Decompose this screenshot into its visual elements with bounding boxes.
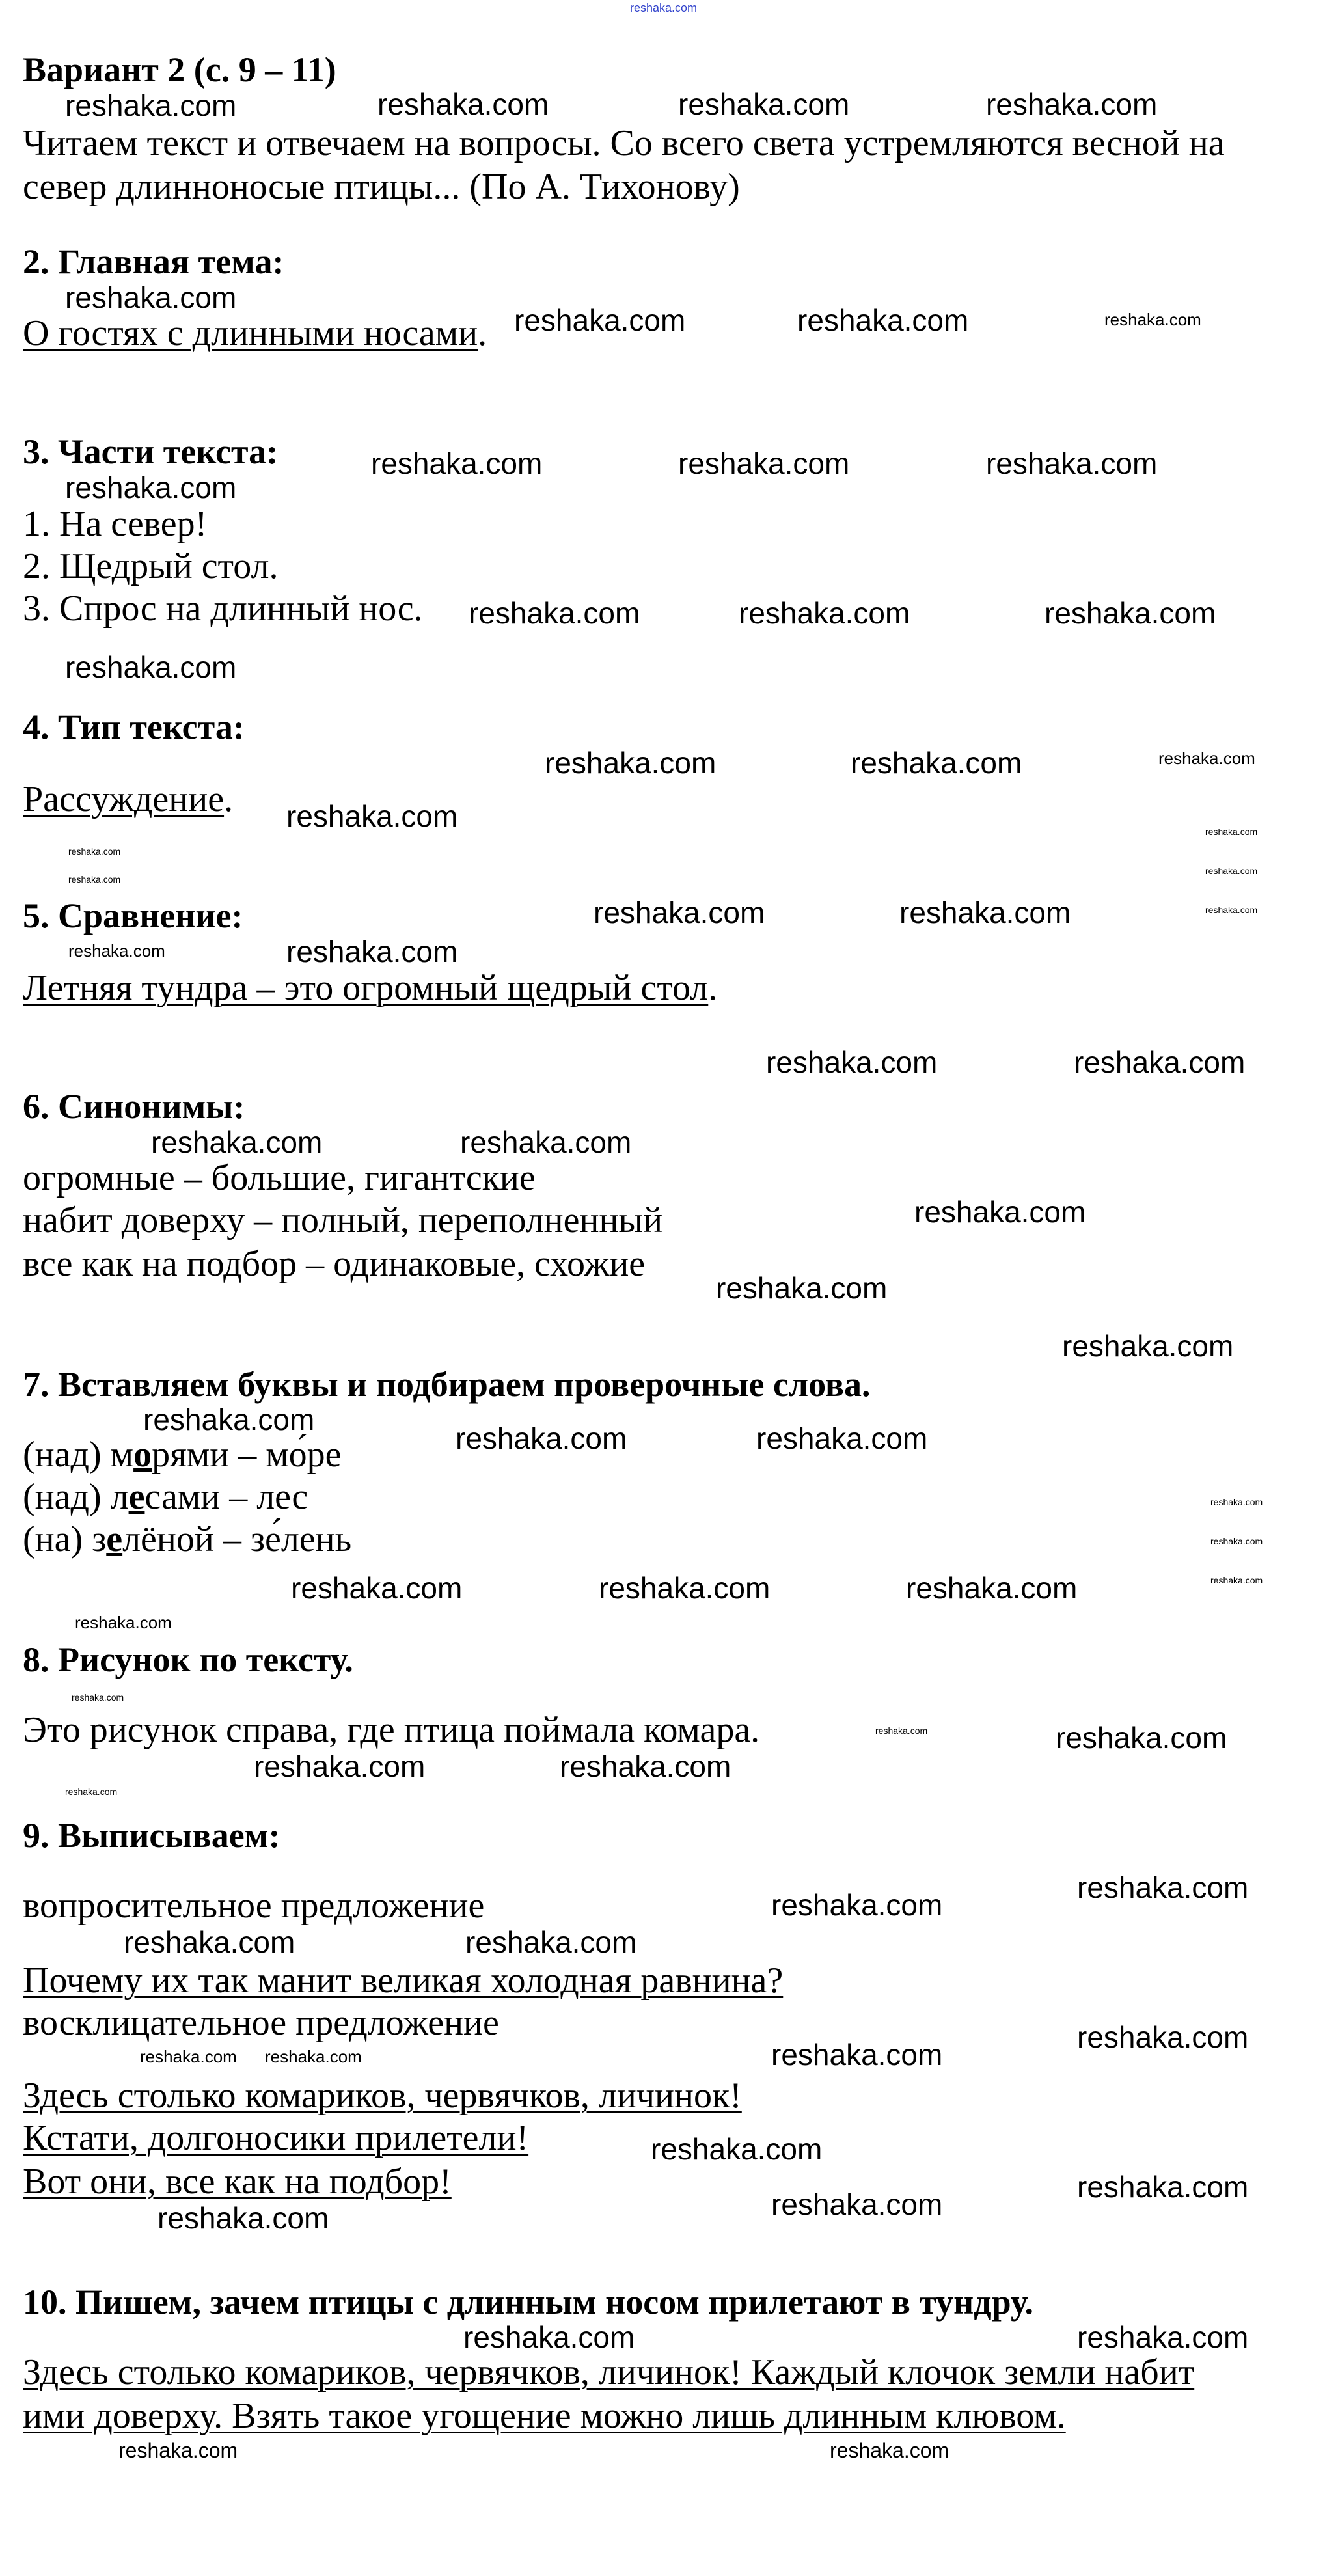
watermark: reshaka.com	[1056, 1721, 1227, 1755]
answer	[23, 1960, 783, 2001]
watermark: reshaka.com	[460, 1125, 632, 1159]
word-part: сами – лес	[144, 1477, 308, 1517]
inserted-letter: е	[128, 1477, 145, 1517]
watermark: reshaka.com	[1210, 1536, 1263, 1546]
punct: .	[224, 779, 234, 819]
watermark: reshaka.com	[560, 1749, 731, 1783]
answer-text: Почему их так манит великая холодная равнина?	[23, 1960, 784, 2001]
watermark: reshaka.com	[875, 1725, 928, 1736]
watermark: reshaka.com	[678, 446, 850, 480]
page-title: Вариант 2 (с. 9 – 11)	[23, 50, 336, 89]
watermark: reshaka.com	[1062, 1329, 1234, 1363]
watermark: reshaka.com	[1077, 2170, 1249, 2204]
watermark: reshaka.com	[1205, 827, 1258, 837]
watermark: reshaka.com	[1074, 1045, 1246, 1079]
watermark: reshaka.com	[1104, 310, 1201, 329]
word-part: (над) л	[23, 1477, 129, 1517]
answer	[23, 2161, 452, 2202]
watermark: reshaka.com	[797, 303, 969, 337]
watermark: reshaka.com	[118, 2439, 238, 2462]
watermark: reshaka.com	[899, 896, 1071, 929]
inserted-letter: о	[133, 1434, 152, 1475]
answer	[23, 778, 233, 820]
watermark: reshaka.com	[514, 303, 686, 337]
section-heading: 10. Пишем, зачем птицы с длинным носом прилетают в тундру.	[23, 2282, 1034, 2322]
watermark: reshaka.com	[371, 446, 543, 480]
watermark: reshaka.com	[68, 874, 121, 884]
watermark: reshaka.com	[140, 2047, 237, 2066]
list-item: 2. Щедрый стол.	[23, 546, 279, 586]
watermark: reshaka.com	[914, 1195, 1086, 1229]
watermark: reshaka.com	[68, 846, 121, 856]
punct: .	[708, 968, 718, 1008]
watermark: reshaka.com	[771, 2187, 943, 2221]
label: восклицательное предложение	[23, 2003, 499, 2043]
word-part: рями – мо́ре	[152, 1434, 342, 1475]
watermark: reshaka.com	[65, 281, 237, 314]
watermark: reshaka.com	[65, 1787, 118, 1797]
watermark: reshaka.com	[1044, 596, 1216, 630]
watermark: reshaka.com	[1158, 748, 1255, 768]
watermark: reshaka.com	[456, 1421, 627, 1455]
watermark: reshaka.com	[65, 471, 237, 504]
answer	[23, 2117, 528, 2159]
answer-text: Кстати, долгоносики прилетели!	[23, 2118, 529, 2158]
answer-text: Рассуждение	[23, 779, 225, 819]
watermark: reshaka.com	[1205, 905, 1258, 915]
watermark: reshaka.com	[771, 1888, 943, 1922]
watermark: reshaka.com	[65, 89, 237, 122]
section-heading: 2. Главная тема:	[23, 242, 284, 281]
watermark: reshaka.com	[1077, 2320, 1249, 2354]
watermark: reshaka.com	[265, 2047, 362, 2066]
watermark: reshaka.com	[65, 650, 237, 684]
intro-line: Читаем текст и отвечаем на вопросы. Со всего света устремляются весной на	[23, 123, 1225, 163]
watermark: reshaka.com	[545, 746, 717, 780]
inserted-letter: е	[106, 1519, 123, 1559]
watermark: reshaka.com	[377, 87, 549, 121]
section-heading: 6. Синонимы:	[23, 1087, 245, 1126]
list-item: 1. На север!	[23, 504, 208, 544]
watermark: reshaka.com	[469, 596, 640, 630]
list-item	[23, 1434, 342, 1475]
watermark: reshaka.com	[599, 1571, 771, 1605]
section-heading: 3. Части текста:	[23, 432, 279, 471]
watermark: reshaka.com	[766, 1045, 938, 1079]
intro-line: север длинноносые птицы... (По А. Тихонову)	[23, 167, 740, 207]
answer-text: О гостях с длинными носами	[23, 313, 478, 353]
answer-text: Здесь столько комариков, червячков, личинок! Каждый клочок земли набит	[23, 2352, 1195, 2392]
punct: .	[478, 313, 487, 353]
list-item: все как на подбор – одинаковые, схожие	[23, 1244, 646, 1284]
section-heading: 7. Вставляем буквы и подбираем проверочные слова.	[23, 1365, 871, 1404]
watermark: reshaka.com	[72, 1692, 124, 1703]
watermark: reshaka.com	[463, 2320, 635, 2354]
watermark: reshaka.com	[68, 941, 165, 961]
label: вопросительное предложение	[23, 1885, 485, 1926]
watermark: reshaka.com	[906, 1571, 1078, 1605]
list-item	[23, 1518, 351, 1560]
watermark: reshaka.com	[291, 1571, 463, 1605]
watermark: reshaka.com	[739, 596, 910, 630]
watermark: reshaka.com	[286, 935, 458, 968]
watermark: reshaka.com	[143, 1403, 315, 1436]
watermark: reshaka.com	[678, 87, 850, 121]
word-part: (над) м	[23, 1434, 134, 1475]
watermark: reshaka.com	[124, 1925, 295, 1959]
watermark: reshaka.com	[830, 2439, 949, 2462]
watermark: reshaka.com	[1210, 1497, 1263, 1507]
list-item: огромные – большие, гигантские	[23, 1158, 536, 1198]
watermark: reshaka.com	[756, 1421, 928, 1455]
watermark: reshaka.com	[1210, 1575, 1263, 1585]
answer	[23, 967, 717, 1009]
watermark: reshaka.com	[986, 87, 1158, 121]
watermark: reshaka.com	[254, 1749, 426, 1783]
watermark: reshaka.com	[651, 2132, 823, 2166]
word-part: (на) з	[23, 1519, 107, 1559]
header-watermark: reshaka.com	[630, 1, 698, 14]
word-part: лёной – зе́лень	[122, 1519, 352, 1559]
watermark: reshaka.com	[465, 1925, 637, 1959]
watermark: reshaka.com	[771, 2038, 943, 2072]
answer	[23, 2075, 742, 2117]
list-item: набит доверху – полный, переполненный	[23, 1200, 663, 1240]
watermark: reshaka.com	[151, 1125, 323, 1159]
answer-text: Здесь столько комариков, червячков, личинок!	[23, 2076, 742, 2116]
section-heading: 9. Выписываем:	[23, 1816, 280, 1855]
answer	[23, 312, 487, 354]
answer-text: Летняя тундра – это огромный щедрый стол	[23, 968, 709, 1008]
watermark: reshaka.com	[1205, 866, 1258, 876]
answer	[23, 2395, 1066, 2437]
watermark: reshaka.com	[986, 446, 1158, 480]
section-heading: 8. Рисунок по тексту.	[23, 1640, 353, 1679]
watermark: reshaka.com	[851, 746, 1022, 780]
watermark: reshaka.com	[1077, 2020, 1249, 2054]
list-item: 3. Спрос на длинный нос.	[23, 588, 423, 629]
watermark: reshaka.com	[286, 799, 458, 833]
watermark: reshaka.com	[1077, 1870, 1249, 1904]
watermark: reshaka.com	[594, 896, 765, 929]
answer-text: Вот они, все как на подбор!	[23, 2161, 452, 2202]
watermark: reshaka.com	[157, 2201, 329, 2235]
answer	[23, 2351, 1194, 2393]
answer: Это рисунок справа, где птица поймала комара.	[23, 1710, 760, 1750]
watermark: reshaka.com	[716, 1271, 888, 1305]
section-heading: 5. Сравнение:	[23, 896, 243, 935]
list-item	[23, 1476, 308, 1518]
watermark: reshaka.com	[75, 1613, 172, 1632]
answer-text: ими доверху. Взять такое угощение можно лишь длинным клювом.	[23, 2396, 1066, 2436]
section-heading: 4. Тип текста:	[23, 707, 245, 747]
